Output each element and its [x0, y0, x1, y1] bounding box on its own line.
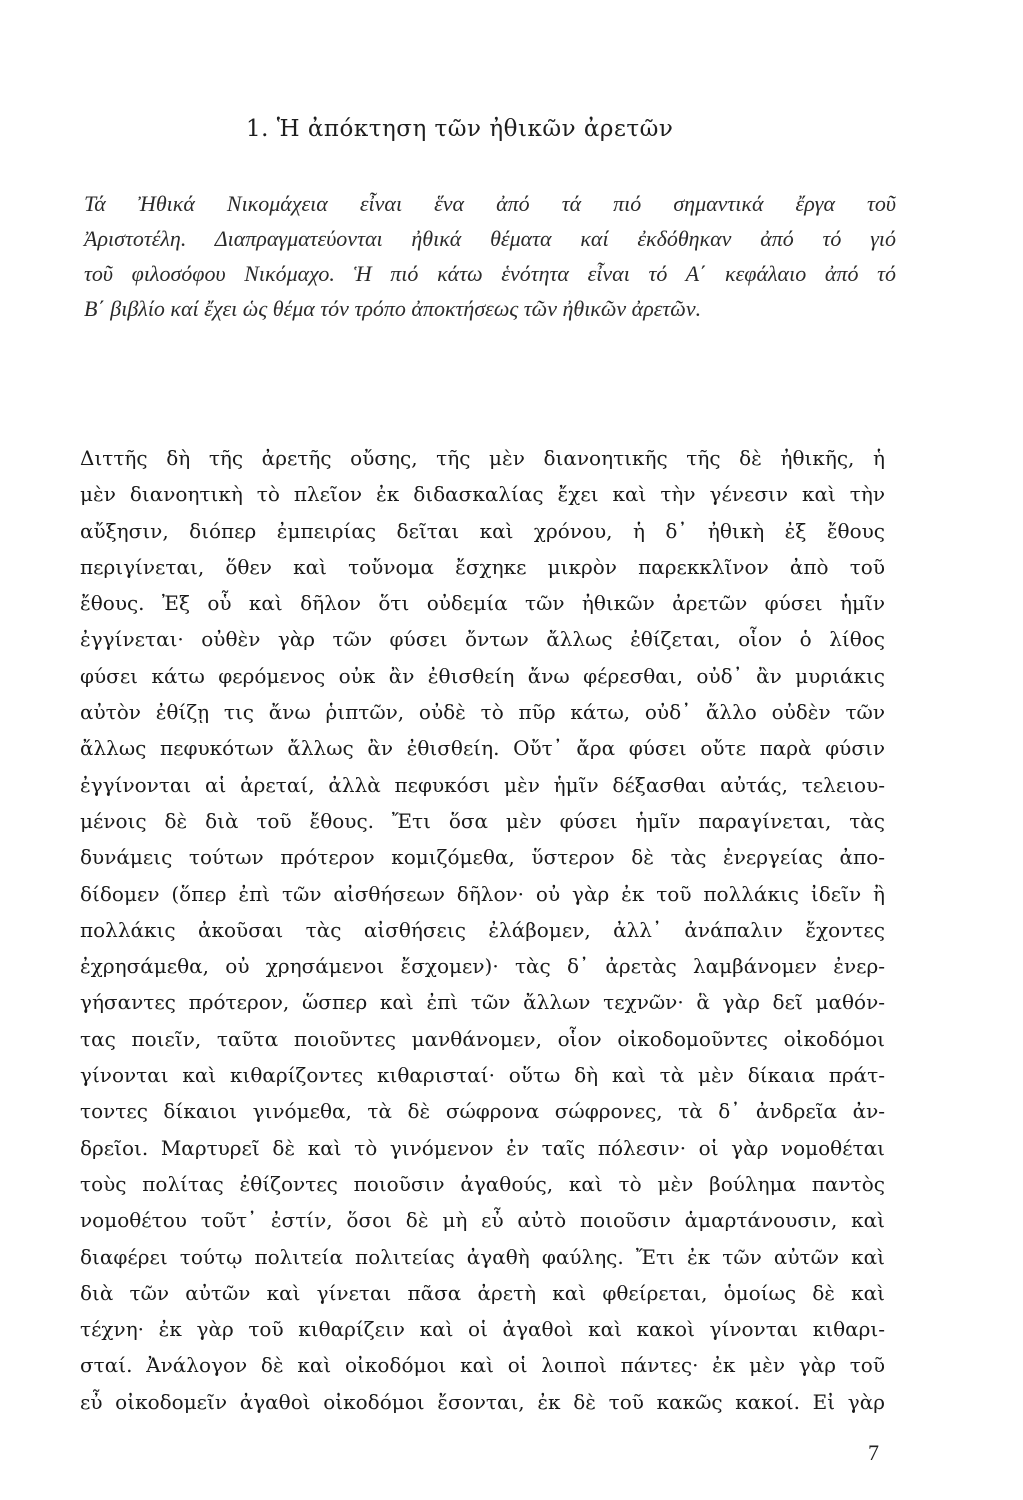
passage-line: διαφέρει τούτῳ πολιτεία πολιτείας ἀγαθὴ φαύλης. Ἔτι ἐκ τῶν αὐτῶν καὶ: [80, 1244, 885, 1269]
passage-line: μὲν διανοητικὴ τὸ πλεῖον ἐκ διδασκαλίας ἔχει καὶ τὴν γένεσιν καὶ τὴν: [80, 482, 885, 507]
passage-line: σταί. Ἀνάλογον δὲ καὶ οἰκοδόμοι καὶ οἱ λοιποὶ πάντες· ἐκ μὲν γὰρ τοῦ: [80, 1353, 885, 1378]
passage-line: αὔξησιν, διόπερ ἐμπειρίας δεῖται καὶ χρόνου, ἡ δ᾽ ἠθικὴ ἐξ ἔθους: [80, 518, 885, 543]
passage-line: τέχνη· ἐκ γὰρ τοῦ κιθαρίζειν καὶ οἱ ἀγαθοὶ καὶ κακοὶ γίνονται κιθαρι-: [80, 1317, 885, 1342]
passage-line: δρεῖοι. Μαρτυρεῖ δὲ καὶ τὸ γινόμενον ἐν ταῖς πόλεσιν· οἱ γὰρ νομοθέται: [80, 1135, 885, 1160]
section-heading: 1. Ἡ ἀπόκτηση τῶν ἠθικῶν ἀρετῶν: [246, 116, 674, 142]
intro-line: Τά Ἠθικά Νικομάχεια εἶναι ἕνα ἀπό τά πιό σημαντικά ἔργα τοῦ: [84, 191, 896, 216]
passage-line: νομοθέτου τοῦτ᾽ ἐστίν, ὅσοι δὲ μὴ εὖ αὐτὸ ποιοῦσιν ἁμαρτάνουσιν, καὶ: [80, 1208, 885, 1233]
greek-text-passage: [80, 440, 885, 1420]
passage-line: ἐχρησάμεθα, οὐ χρησάμενοι ἔσχομεν)· τὰς δ᾽ ἀρετὰς λαμβάνομεν ἐνερ-: [80, 954, 885, 979]
passage-line: δίδομεν (ὅπερ ἐπὶ τῶν αἰσθήσεων δῆλον· οὐ γὰρ ἐκ τοῦ πολλάκις ἰδεῖν ἢ: [80, 881, 885, 906]
passage-line: φύσει κάτω φερόμενος οὐκ ἂν ἐθισθείη ἄνω φέρεσθαι, οὐδ᾽ ἂν μυριάκις: [80, 663, 885, 688]
intro-line: Ἀριστοτέλη. Διαπραγματεύονται ἠθικά θέματα καί ἐκδόθηκαν ἀπό τό γιό: [84, 226, 896, 251]
passage-line: ἄλλως πεφυκότων ἄλλως ἂν ἐθισθείη. Οὔτ᾽ ἄρα φύσει οὔτε παρὰ φύσιν: [80, 736, 885, 761]
passage-line: εὖ οἰκοδομεῖν ἀγαθοὶ οἰκοδόμοι ἔσονται, ἐκ δὲ τοῦ κακῶς κακοί. Εἰ γὰρ: [80, 1389, 885, 1414]
passage-line: ἔθους. Ἐξ οὗ καὶ δῆλον ὅτι οὐδεμία τῶν ἠθικῶν ἀρετῶν φύσει ἡμῖν: [80, 591, 885, 616]
passage-line: δυνάμεις τούτων πρότερον κομιζόμεθα, ὕστερον δὲ τὰς ἐνεργείας ἀπο-: [80, 845, 885, 870]
passage-line: διὰ τῶν αὐτῶν καὶ γίνεται πᾶσα ἀρετὴ καὶ φθείρεται, ὁμοίως δὲ καὶ: [80, 1280, 885, 1305]
passage-line: γίνονται καὶ κιθαρίζοντες κιθαρισταί· οὕτω δὴ καὶ τὰ μὲν δίκαια πράτ-: [80, 1063, 885, 1088]
passage-line: τοντες δίκαιοι γινόμεθα, τὰ δὲ σώφρονα σώφρονες, τὰ δ᾽ ἀνδρεῖα ἀν-: [80, 1099, 885, 1124]
passage-line: πολλάκις ἀκοῦσαι τὰς αἰσθήσεις ἐλάβομεν, ἀλλ᾽ ἀνάπαλιν ἔχοντες: [80, 917, 885, 942]
intro-line: Β΄ βιβλίο καί ἔχει ὡς θέμα τόν τρόπο ἀποκτήσεως τῶν ἠθικῶν ἀρετῶν.: [84, 296, 702, 321]
passage-line: τας ποιεῖν, ταῦτα ποιοῦντες μανθάνομεν, οἷον οἰκοδομοῦντες οἰκοδόμοι: [80, 1026, 885, 1051]
intro-paragraph: [84, 186, 896, 326]
passage-line: Διττῆς δὴ τῆς ἀρετῆς οὔσης, τῆς μὲν διανοητικῆς τῆς δὲ ἠθικῆς, ἡ: [80, 446, 885, 470]
passage-line: περιγίνεται, ὅθεν καὶ τοὔνομα ἔσχηκε μικρὸν παρεκκλῖνον ἀπὸ τοῦ: [80, 554, 885, 579]
passage-line: ἐγγίνονται αἱ ἀρεταί, ἀλλὰ πεφυκόσι μὲν ἡμῖν δέξασθαι αὐτάς, τελειου-: [80, 772, 885, 797]
passage-line: τοὺς πολίτας ἐθίζοντες ποιοῦσιν ἀγαθούς, καὶ τὸ μὲν βούλημα παντὸς: [80, 1171, 885, 1196]
intro-line: τοῦ φιλοσόφου Νικόμαχο. Ἡ πιό κάτω ἑνότητα εἶναι τό Α΄ κεφάλαιο ἀπό τό: [84, 261, 896, 286]
passage-line: μένοις δὲ διὰ τοῦ ἔθους. Ἔτι ὅσα μὲν φύσει ἡμῖν παραγίνεται, τὰς: [80, 808, 885, 833]
passage-line: ἐγγίνεται· οὐθὲν γὰρ τῶν φύσει ὄντων ἄλλως ἐθίζεται, οἷον ὁ λίθος: [80, 627, 885, 652]
page-number: 7: [868, 1440, 879, 1465]
passage-line: αὐτὸν ἐθίζῃ τις ἄνω ῥιπτῶν, οὐδὲ τὸ πῦρ κάτω, οὐδ᾽ ἄλλο οὐδὲν τῶν: [80, 700, 885, 725]
passage-line: γήσαντες πρότερον, ὥσπερ καὶ ἐπὶ τῶν ἄλλων τεχνῶν· ἃ γὰρ δεῖ μαθόν-: [80, 990, 885, 1015]
